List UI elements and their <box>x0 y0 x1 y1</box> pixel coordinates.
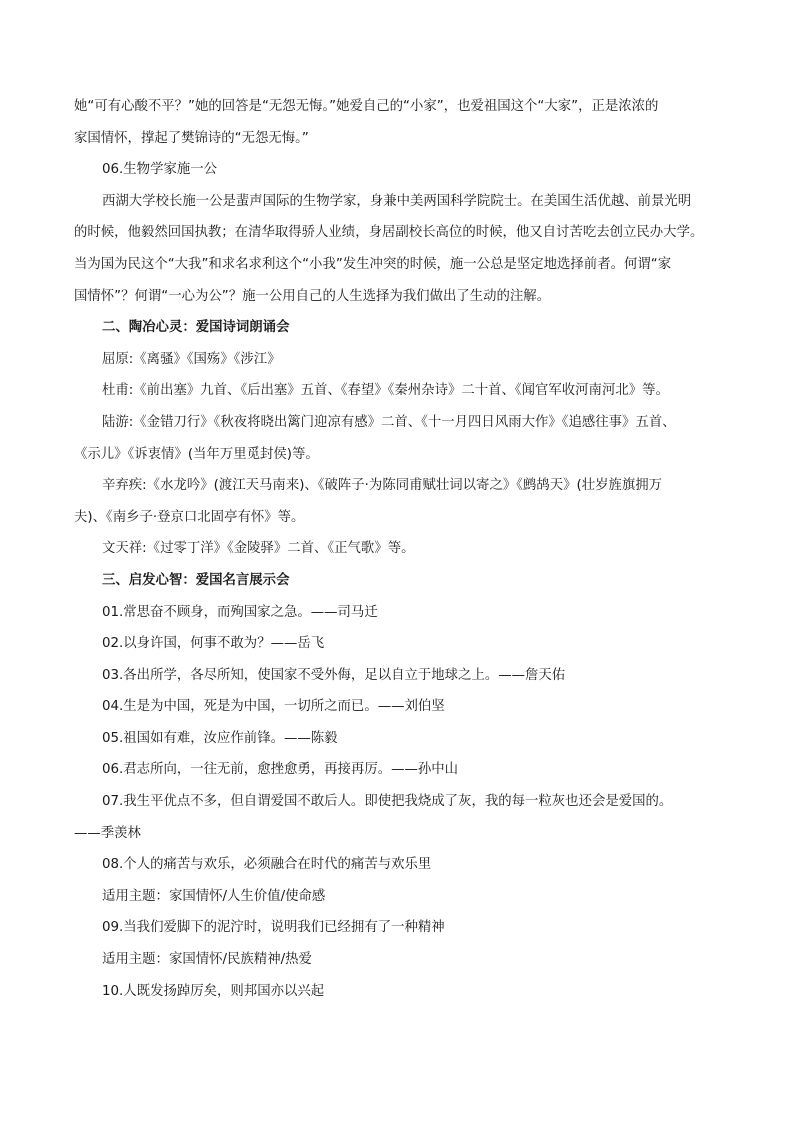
quote-item: 09.当我们爱脚下的泥泞时，说明我们已经拥有了一种精神 <box>102 920 445 936</box>
quote-item: 08.个人的痛苦与欢乐，必须融合在时代的痛苦与欢乐里 <box>102 857 432 873</box>
quote-item: 04.生是为中国，死是为中国，一切所之而已。——刘伯坚 <box>102 699 445 715</box>
paragraph-line: 家国情怀，撑起了樊锦诗的“无怨无悔。” <box>74 130 309 146</box>
poet-entry: 屈原:《离骚》《国殇》《涉江》 <box>102 351 281 367</box>
quote-item: 01.常思奋不顾身，而殉国家之急。——司马迁 <box>102 604 378 620</box>
paragraph-line: 当为国为民这个“大我”和求名求利这个“小我”发生冲突的时候，施一公总是坚定地选择前者。何谓“家 <box>74 256 672 272</box>
quote-item: 07.我生平优点不多，但自谓爱国不敢后人。即使把我烧成了灰，我的每一粒灰也还会是爱国的。 <box>102 794 673 810</box>
theme-note: 适用主题：家国情怀/人生价值/使命感 <box>102 888 326 904</box>
paragraph-line: 的时候，他毅然回国执教；在清华取得骄人业绩，身居副校长高位的时候，他又自讨苦吃去创立民办大学。 <box>74 225 704 241</box>
poet-entry-continued: 《示儿》《诉衷情》(当年万里觅封侯)等。 <box>74 446 319 462</box>
poet-entry: 文天祥:《过零丁洋》《金陵驿》二首、《正气歌》等。 <box>102 541 415 557</box>
quote-item: 05.祖国如有难，汝应作前锋。——陈毅 <box>102 730 338 746</box>
poet-entry: 杜甫:《前出塞》九首、《后出塞》五首、《春望》《秦州杂诗》二十首、《闻官军收河南河北》等。 <box>102 383 669 399</box>
section-heading: 三、启发心智：爱国名言展示会 <box>102 572 290 588</box>
paragraph-line: 她“可有心酸不平？”她的回答是“无怨无悔。”她爱自己的“小家”，也爱祖国这个“大家”，正是浓浓的 <box>74 99 659 114</box>
section-item-title: 06.生物学家施一公 <box>102 162 218 178</box>
quote-item: 10.人既发扬踔厉矣，则邦国亦以兴起 <box>102 983 325 999</box>
quote-item: 06.君志所向，一往无前，愈挫愈勇，再接再厉。——孙中山 <box>102 762 459 778</box>
paragraph-line: 西湖大学校长施一公是蜚声国际的生物学家，身兼中美两国科学院院士。在美国生活优越、前景光明 <box>102 193 692 209</box>
theme-note: 适用主题：家国情怀/民族精神/热爱 <box>102 952 312 968</box>
poet-entry: 陆游:《金错刀行》《秋夜将晓出篱门迎凉有感》二首、《十一月四日风雨大作》《追感往事》五首、 <box>102 414 676 430</box>
quote-item-continued: ——季羡林 <box>74 825 141 841</box>
paragraph-line: 国情怀”？何谓“一心为公”？施一公用自己的人生选择为我们做出了生动的注解。 <box>74 288 551 304</box>
document-page <box>74 97 720 1002</box>
section-heading: 二、陶冶心灵：爱国诗词朗诵会 <box>102 320 290 336</box>
poet-entry-continued: 夫)、《南乡子·登京口北固亭有怀》等。 <box>74 509 305 525</box>
poet-entry: 辛弃疾:《水龙吟》(渡江天马南来)、《破阵子·为陈同甫赋壮词以寄之》《鹧鸪天》(壮岁旌旗拥万 <box>102 478 663 494</box>
quote-item: 03.各出所学，各尽所知，使国家不受外侮，足以自立于地球之上。——詹天佑 <box>102 667 566 683</box>
quote-item: 02.以身许国，何事不敢为？——岳飞 <box>102 636 325 652</box>
